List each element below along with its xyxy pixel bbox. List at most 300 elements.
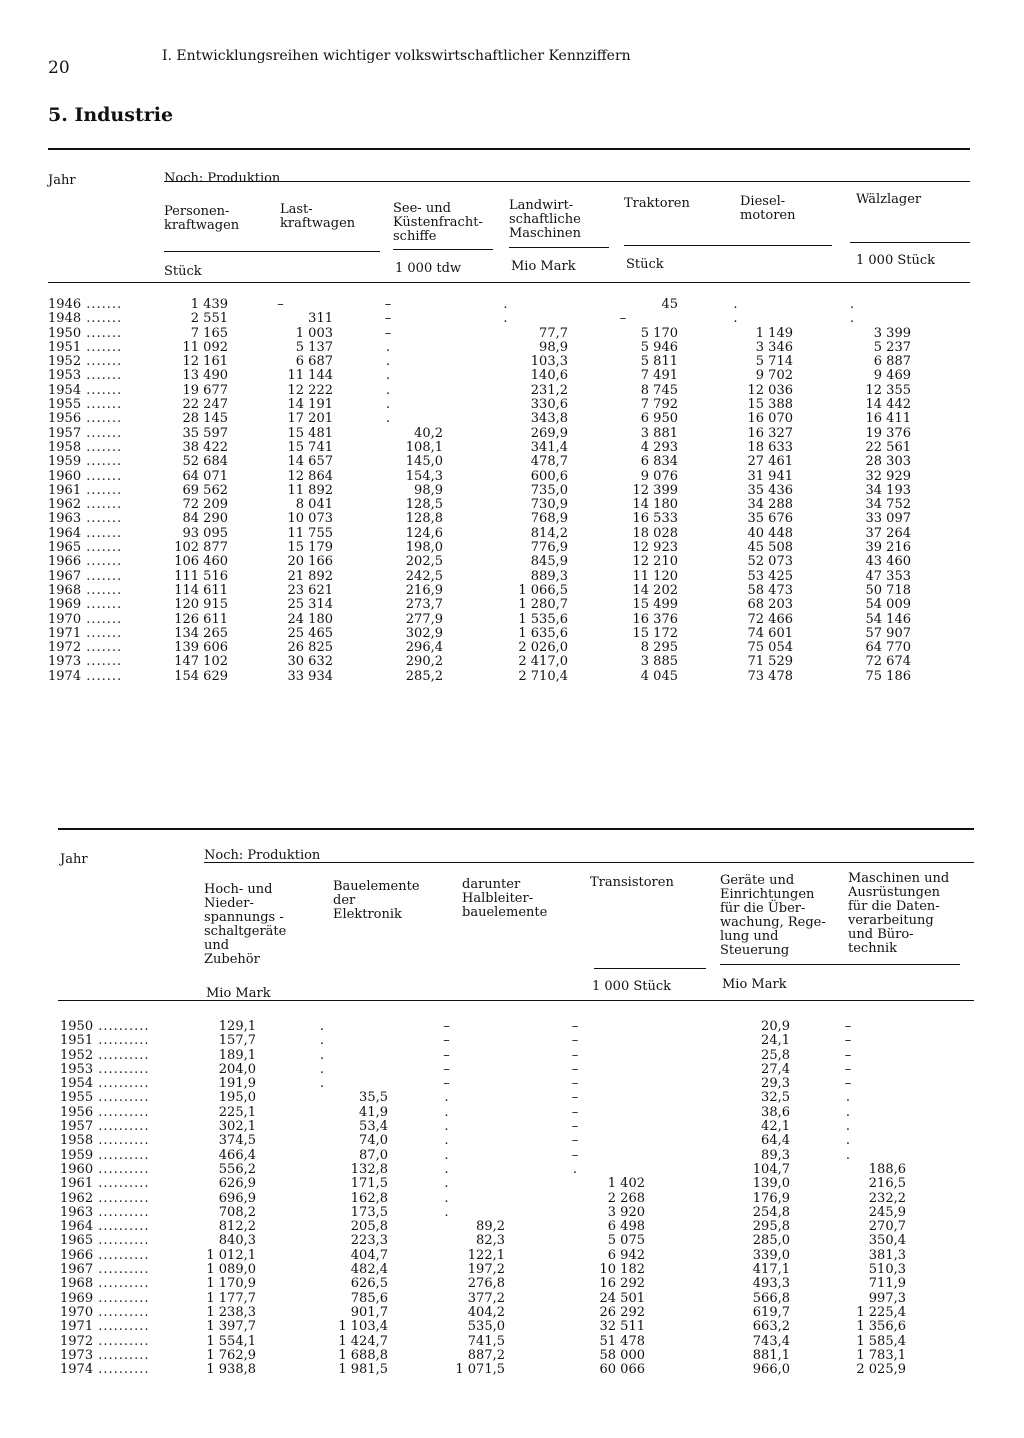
table-cell: 1 635,6	[518, 625, 568, 641]
table-cell: 2 710,4	[518, 668, 568, 684]
year-label: 1966	[60, 1247, 94, 1263]
table-cell: 566,8	[752, 1290, 790, 1306]
table-cell: 23 621	[287, 582, 333, 598]
table-cell: 171,5	[350, 1176, 388, 1192]
table-cell: 15 481	[287, 425, 333, 441]
table-cell: 273,7	[405, 597, 443, 613]
table-cell: 812,2	[218, 1219, 256, 1235]
table-cell: 8 041	[295, 497, 333, 513]
year-label: 1950	[60, 1019, 94, 1034]
table-row	[48, 341, 911, 355]
table-cell: –	[571, 1147, 579, 1163]
table-row	[48, 384, 911, 398]
table-cell: 711,9	[868, 1276, 906, 1292]
table-row	[60, 1034, 906, 1048]
year-label: 1966	[48, 554, 82, 570]
year-label: 1961	[60, 1176, 94, 1192]
table-cell: 75 054	[747, 640, 793, 656]
table-cell: 735,0	[530, 482, 568, 498]
year-cell	[60, 1277, 186, 1291]
year-label: 1968	[60, 1276, 94, 1292]
table-cell: 3 399	[873, 325, 911, 341]
table-cell: 98,9	[539, 339, 568, 355]
table-cell: 840,3	[218, 1233, 256, 1249]
table-cell: 14 442	[865, 397, 911, 413]
table-cell: .	[849, 297, 855, 312]
table-cell: 1 238,3	[206, 1304, 256, 1320]
year-cell	[48, 470, 148, 484]
year-cell	[60, 1049, 186, 1063]
leader-dots: ..........	[93, 1019, 150, 1034]
table-cell: 245,9	[868, 1204, 906, 1220]
table-cell: 8 295	[640, 640, 678, 656]
year-cell	[60, 1363, 186, 1377]
table-cell: 1 439	[190, 297, 228, 312]
table-cell: 12 036	[747, 382, 793, 398]
leader-dots: ..........	[93, 1133, 150, 1149]
table-cell: 114 611	[174, 582, 228, 598]
table-cell: 6 498	[607, 1219, 645, 1235]
table-cell: 1 688,8	[338, 1347, 388, 1363]
table-cell: 77,7	[539, 325, 568, 341]
year-label: 1951	[48, 339, 82, 355]
table-cell: 776,9	[530, 540, 568, 556]
table-cell: 173,5	[350, 1204, 388, 1220]
table-cell: .	[572, 1161, 578, 1177]
running-title: I. Entwicklungsreihen wichtiger volkswirtschaftlicher Kennziffern	[162, 48, 631, 64]
table-cell: 45	[661, 297, 678, 312]
table-cell: .	[385, 382, 391, 398]
table-cell: 24,1	[761, 1033, 790, 1049]
table-cell: 15 388	[747, 397, 793, 413]
table-cell: 53 425	[747, 568, 793, 584]
table-cell: 40 448	[747, 525, 793, 541]
table-cell: 34 288	[747, 497, 793, 513]
table-row	[48, 312, 911, 326]
table-1-unit-tsd-stueck: 1 000 Stück	[856, 253, 936, 268]
table-1-unit-rule-c	[509, 247, 609, 248]
year-label: 1970	[60, 1304, 94, 1320]
table-cell: –	[571, 1133, 579, 1149]
table-row	[48, 584, 911, 598]
table-cell: 28 303	[865, 454, 911, 470]
table-cell: 741,5	[467, 1333, 505, 1349]
table-cell: 129,1	[218, 1019, 256, 1034]
leader-dots: .......	[81, 325, 123, 341]
year-label: 1957	[60, 1119, 94, 1135]
leader-dots: .......	[81, 411, 123, 427]
table-row	[60, 1192, 906, 1206]
year-label: 1948	[48, 311, 82, 327]
table-cell: 15 179	[287, 540, 333, 556]
leader-dots: ..........	[93, 1233, 150, 1249]
year-cell	[48, 613, 148, 627]
table-1-header-bottom-rule	[48, 282, 970, 283]
table-row	[60, 1363, 906, 1377]
table-cell: 69 562	[182, 482, 228, 498]
table-1-top-rule	[48, 148, 970, 150]
table-row	[48, 298, 911, 312]
leader-dots: .......	[81, 354, 123, 370]
table-cell: 102 877	[174, 540, 228, 556]
table-cell: 231,2	[530, 382, 568, 398]
table-cell: 2 026,0	[518, 640, 568, 656]
table-cell: 18 633	[747, 439, 793, 455]
table-cell: .	[385, 411, 391, 427]
table-cell: 189,1	[218, 1047, 256, 1063]
table-cell: 6 687	[295, 354, 333, 370]
table-cell: 1 585,4	[856, 1333, 906, 1349]
table-cell: .	[444, 1133, 449, 1149]
table-cell: .	[444, 1119, 449, 1135]
table-cell: 50 718	[865, 582, 911, 598]
leader-dots: ..........	[93, 1090, 150, 1106]
table-cell: 22 247	[182, 397, 228, 413]
table-cell: 12 161	[182, 354, 228, 370]
year-label: 1965	[60, 1233, 94, 1249]
table-cell: 197,2	[467, 1262, 505, 1278]
table-cell: 1 225,4	[856, 1304, 906, 1320]
table-cell: –	[443, 1076, 450, 1092]
year-label: 1972	[48, 640, 82, 656]
table-cell: .	[385, 354, 391, 370]
table-row	[48, 327, 911, 341]
table-cell: 535,0	[467, 1319, 505, 1335]
table-cell: 87,0	[359, 1147, 388, 1163]
year-cell	[48, 498, 148, 512]
table-cell: 60 066	[599, 1362, 645, 1378]
table-2-year-header: Jahr	[60, 852, 88, 867]
table-cell: 9 469	[873, 368, 911, 384]
table-cell: 14 202	[632, 582, 678, 598]
table-cell: 3 885	[640, 654, 678, 670]
table-cell: 74 601	[747, 625, 793, 641]
table-cell: 15 172	[632, 625, 678, 641]
table-cell: –	[443, 1047, 450, 1063]
year-cell	[60, 1335, 186, 1349]
table-cell: 216,5	[868, 1176, 906, 1192]
table-cell: 34 193	[865, 482, 911, 498]
table-cell: 104,7	[752, 1161, 790, 1177]
table-cell: –	[384, 297, 392, 312]
table-cell: 205,8	[350, 1219, 388, 1235]
table-row	[60, 1220, 906, 1234]
table-cell: –	[571, 1033, 579, 1049]
leader-dots: ..........	[93, 1119, 150, 1135]
table-cell: 1 356,6	[856, 1319, 906, 1335]
year-label: 1962	[60, 1190, 94, 1206]
table-2-col-bauelemente: Bauelemente der Elektronik	[333, 879, 420, 922]
table-cell: 6 942	[607, 1247, 645, 1263]
table-cell: .	[385, 368, 391, 384]
table-2-col-msr-geraete: Geräte und Einrichtungen für die Über- wachung, Rege- lung und Steuerung	[720, 873, 826, 958]
year-cell	[48, 312, 148, 326]
table-cell: 4 045	[640, 668, 678, 684]
table-cell: 58 000	[599, 1347, 645, 1363]
table-cell: 14 657	[287, 454, 333, 470]
table-cell: 1 535,6	[518, 611, 568, 627]
table-2-header-bottom-rule	[58, 1000, 974, 1001]
table-cell: 202,5	[405, 554, 443, 570]
table-cell: 24 501	[599, 1290, 645, 1306]
table-cell: 89,3	[761, 1147, 790, 1163]
table-cell: 11 144	[287, 368, 333, 384]
leader-dots: .......	[81, 668, 123, 684]
leader-dots: ..........	[93, 1290, 150, 1306]
table-cell: .	[444, 1147, 449, 1163]
table-row	[60, 1134, 906, 1148]
table-2-col-transistoren: Transistoren	[590, 875, 674, 890]
table-cell: 377,2	[467, 1290, 505, 1306]
table-cell: 89,2	[476, 1219, 505, 1235]
year-cell	[60, 1120, 186, 1134]
table-cell: 12 222	[287, 382, 333, 398]
year-cell	[60, 1091, 186, 1105]
table-2-unit-miomark: Mio Mark	[206, 986, 271, 1001]
table-cell: 34 752	[865, 497, 911, 513]
leader-dots: .......	[81, 311, 123, 327]
table-cell: 52 684	[182, 454, 228, 470]
year-cell	[60, 1263, 186, 1277]
year-cell	[60, 1249, 186, 1263]
table-cell: 25 314	[287, 597, 333, 613]
table-cell: 68 203	[747, 597, 793, 613]
table-cell: –	[619, 311, 627, 327]
table-cell: 145,0	[405, 454, 443, 470]
leader-dots: ..........	[93, 1362, 150, 1378]
table-2-unit-miomark-2: Mio Mark	[722, 977, 787, 992]
table-cell: 12 355	[865, 382, 911, 398]
table-cell: 1 003	[295, 325, 333, 341]
table-cell: .	[503, 297, 508, 312]
table-cell: 64,4	[761, 1133, 790, 1149]
table-1-unit-rule-b	[393, 249, 493, 250]
table-cell: 302,1	[218, 1119, 256, 1135]
table-1-unit-tdw: 1 000 tdw	[395, 261, 462, 276]
table-cell: .	[444, 1176, 449, 1192]
year-label: 1970	[48, 611, 82, 627]
table-row	[48, 412, 911, 426]
table-cell: 35 676	[747, 511, 793, 527]
table-cell: 2 417,0	[518, 654, 568, 670]
table-cell: –	[844, 1061, 852, 1077]
table-cell: 191,9	[218, 1076, 256, 1092]
table-row	[48, 670, 911, 684]
table-1-col-traktoren: Traktoren	[624, 196, 690, 211]
table-cell: 9 076	[640, 468, 678, 484]
table-cell: –	[844, 1019, 852, 1034]
table-cell: 7 165	[190, 325, 228, 341]
year-cell	[48, 541, 148, 555]
table-row	[48, 527, 911, 541]
year-label: 1957	[48, 425, 82, 441]
leader-dots: .......	[81, 597, 123, 613]
table-cell: 242,5	[405, 568, 443, 584]
year-label: 1968	[48, 582, 82, 598]
table-cell: 5 075	[607, 1233, 645, 1249]
table-cell: –	[571, 1119, 579, 1135]
leader-dots: ..........	[93, 1304, 150, 1320]
table-row	[60, 1149, 906, 1163]
table-cell: 663,2	[752, 1319, 790, 1335]
leader-dots: .......	[81, 468, 123, 484]
year-cell	[60, 1020, 186, 1034]
year-cell	[48, 570, 148, 584]
leader-dots: ..........	[93, 1319, 150, 1335]
year-label: 1955	[60, 1090, 94, 1106]
table-cell: 9 702	[755, 368, 793, 384]
table-cell: 3 346	[755, 339, 793, 355]
table-cell: 12 399	[632, 482, 678, 498]
year-label: 1974	[60, 1362, 94, 1378]
year-label: 1967	[60, 1262, 94, 1278]
table-row	[48, 570, 911, 584]
table-row	[60, 1335, 906, 1349]
table-cell: 11 892	[287, 482, 333, 498]
year-cell	[48, 627, 148, 641]
year-cell	[60, 1077, 186, 1091]
table-cell: 25 465	[287, 625, 333, 641]
table-row	[60, 1077, 906, 1091]
table-1-year-header: Jahr	[48, 173, 76, 188]
table-cell: 162,8	[350, 1190, 388, 1206]
year-label: 1959	[48, 454, 82, 470]
table-cell: 626,9	[218, 1176, 256, 1192]
table-cell: 4 293	[640, 439, 678, 455]
table-cell: 12 864	[287, 468, 333, 484]
table-cell: 2 268	[607, 1190, 645, 1206]
table-cell: 889,3	[530, 568, 568, 584]
table-1-unit-miomark: Mio Mark	[511, 259, 576, 274]
table-cell: 11 092	[182, 339, 228, 355]
table-cell: 1 170,9	[206, 1276, 256, 1292]
table-cell: 57 907	[865, 625, 911, 641]
table-cell: 269,9	[530, 425, 568, 441]
table-cell: 15 741	[287, 439, 333, 455]
table-cell: –	[443, 1033, 450, 1049]
year-cell	[48, 369, 148, 383]
table-cell: 7 792	[640, 397, 678, 413]
table-cell: 13 490	[182, 368, 228, 384]
table-cell: 845,9	[530, 554, 568, 570]
table-cell: 2 025,9	[856, 1362, 906, 1378]
table-cell: 147 102	[174, 654, 228, 670]
table-cell: 19 677	[182, 382, 228, 398]
year-label: 1969	[48, 597, 82, 613]
table-cell: 106 460	[174, 554, 228, 570]
table-cell: 350,4	[868, 1233, 906, 1249]
table-cell: 730,9	[530, 497, 568, 513]
table-cell: –	[571, 1090, 579, 1106]
table-cell: 8 745	[640, 382, 678, 398]
year-cell	[60, 1349, 186, 1363]
year-label: 1956	[60, 1104, 94, 1120]
table-cell: 482,4	[350, 1262, 388, 1278]
table-cell: .	[444, 1090, 449, 1106]
table-cell: 32 511	[599, 1319, 645, 1335]
table-cell: 32 929	[865, 468, 911, 484]
table-cell: .	[845, 1133, 851, 1149]
table-cell: 339,0	[752, 1247, 790, 1263]
table-cell: 417,1	[752, 1262, 790, 1278]
table-cell: –	[384, 325, 392, 341]
table-cell: 374,5	[218, 1133, 256, 1149]
table-cell: 26 292	[599, 1304, 645, 1320]
table-cell: 139 606	[174, 640, 228, 656]
year-cell	[48, 512, 148, 526]
table-cell: .	[319, 1061, 325, 1077]
year-label: 1958	[60, 1133, 94, 1149]
table-row	[60, 1163, 906, 1177]
table-cell: 20,9	[761, 1019, 790, 1034]
table-cell: 37 264	[865, 525, 911, 541]
table-cell: 16 070	[747, 411, 793, 427]
table-cell: 54 009	[865, 597, 911, 613]
table-cell: 1 280,7	[518, 597, 568, 613]
table-row	[60, 1206, 906, 1220]
year-cell	[60, 1063, 186, 1077]
table-1-unit-rule-d	[624, 245, 832, 246]
table-cell: 26 825	[287, 640, 333, 656]
table-row	[60, 1177, 906, 1191]
table-cell: .	[319, 1076, 325, 1092]
table-row	[60, 1234, 906, 1248]
leader-dots: ..........	[93, 1276, 150, 1292]
table-cell: .	[845, 1090, 851, 1106]
table-cell: 21 892	[287, 568, 333, 584]
table-cell: .	[319, 1047, 325, 1063]
table-1-body	[48, 298, 911, 684]
table-cell: 154,3	[405, 468, 443, 484]
table-cell: 6 834	[640, 454, 678, 470]
table-cell: 10 073	[287, 511, 333, 527]
year-label: 1959	[60, 1147, 94, 1163]
table-cell: 35,5	[359, 1090, 388, 1106]
table-row	[60, 1049, 906, 1063]
year-cell	[60, 1149, 186, 1163]
table-cell: .	[444, 1190, 449, 1206]
table-cell: 195,0	[218, 1090, 256, 1106]
table-cell: 5 946	[640, 339, 678, 355]
table-cell: 204,0	[218, 1061, 256, 1077]
table-cell: 75 186	[865, 668, 911, 684]
year-label: 1973	[60, 1347, 94, 1363]
table-cell: 343,8	[530, 411, 568, 427]
table-cell: –	[844, 1033, 852, 1049]
table-row	[48, 655, 911, 669]
table-cell: 966,0	[752, 1362, 790, 1378]
table-cell: –	[443, 1061, 450, 1077]
year-label: 1964	[48, 525, 82, 541]
year-cell	[48, 555, 148, 569]
table-cell: –	[571, 1061, 579, 1077]
table-cell: 510,3	[868, 1262, 906, 1278]
year-cell	[48, 384, 148, 398]
table-cell: –	[571, 1047, 579, 1063]
table-cell: .	[503, 311, 508, 327]
table-1-group-header: Noch: Produktion	[164, 171, 281, 186]
table-row	[60, 1091, 906, 1105]
table-cell: 35 436	[747, 482, 793, 498]
table-cell: 39 216	[865, 540, 911, 556]
table-cell: –	[443, 1019, 450, 1034]
table-cell: 15 499	[632, 597, 678, 613]
table-row	[48, 598, 911, 612]
year-cell	[48, 527, 148, 541]
leader-dots: .......	[81, 625, 123, 641]
table-cell: 32,5	[761, 1090, 790, 1106]
table-cell: 276,8	[467, 1276, 505, 1292]
